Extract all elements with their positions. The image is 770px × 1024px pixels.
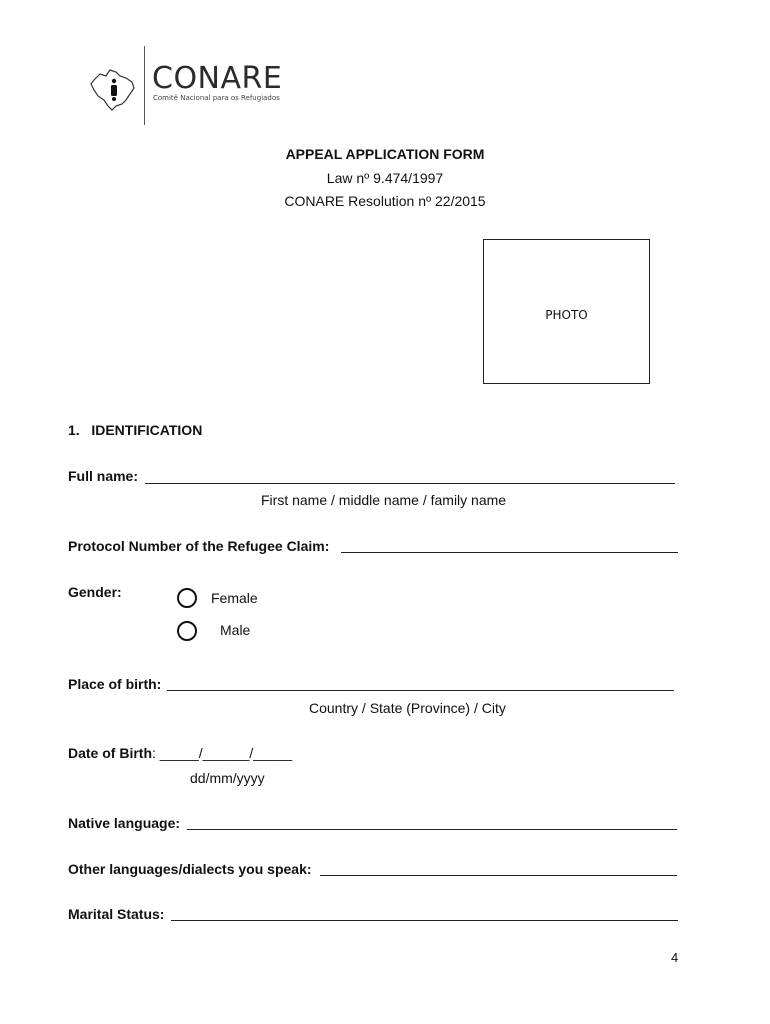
gender-female-label: Female bbox=[211, 590, 258, 606]
full-name-hint: First name / middle name / family name bbox=[261, 492, 507, 508]
gender-male-radio[interactable] bbox=[177, 621, 197, 641]
page-number: 4 bbox=[671, 950, 679, 965]
protocol-label: Protocol Number of the Refugee Claim: bbox=[68, 538, 330, 554]
date-of-birth-hint: dd/mm/yyyy bbox=[190, 770, 265, 786]
brazil-map-logo-icon bbox=[88, 66, 136, 112]
law-reference: Law nº 9.474/1997 bbox=[326, 170, 444, 186]
gender-female-radio[interactable] bbox=[177, 588, 197, 608]
date-of-birth-row[interactable] bbox=[68, 745, 292, 761]
place-of-birth-field[interactable] bbox=[167, 690, 674, 691]
other-languages-label: Other languages/dialects you speak: bbox=[68, 861, 312, 877]
full-name-field[interactable] bbox=[145, 483, 675, 484]
native-language-label: Native language: bbox=[68, 815, 181, 831]
form-title: APPEAL APPLICATION FORM bbox=[285, 146, 485, 162]
photo-label: PHOTO bbox=[545, 307, 588, 322]
photo-box[interactable] bbox=[483, 239, 650, 384]
resolution-reference: CONARE Resolution nº 22/2015 bbox=[284, 193, 486, 209]
marital-status-label: Marital Status: bbox=[68, 906, 165, 922]
gender-label: Gender: bbox=[68, 584, 122, 600]
place-of-birth-label: Place of birth: bbox=[68, 676, 162, 692]
logo-subtitle: Comitê Nacional para os Refugiados bbox=[153, 94, 280, 102]
other-languages-field[interactable] bbox=[320, 875, 677, 876]
native-language-field[interactable] bbox=[187, 829, 677, 830]
section-title: 1. IDENTIFICATION bbox=[68, 422, 203, 438]
date-of-birth-label: Date of Birth bbox=[68, 745, 152, 761]
logo-divider bbox=[144, 46, 145, 125]
place-of-birth-hint: Country / State (Province) / City bbox=[309, 700, 506, 716]
date-of-birth-field[interactable]: : _____/______/_____ bbox=[152, 745, 293, 761]
marital-status-field[interactable] bbox=[171, 920, 678, 921]
full-name-label: Full name: bbox=[68, 468, 139, 484]
protocol-field[interactable] bbox=[341, 552, 678, 553]
gender-male-label: Male bbox=[220, 622, 251, 638]
logo-name: CONARE bbox=[152, 61, 283, 96]
